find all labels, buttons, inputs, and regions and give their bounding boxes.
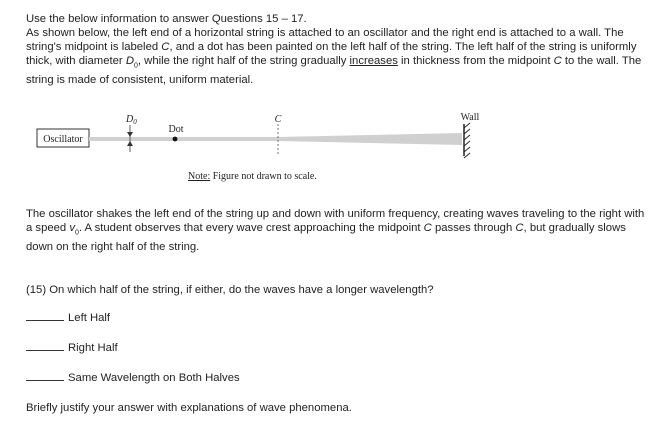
option-right-half[interactable] (26, 341, 118, 355)
string-figure (30, 108, 500, 190)
setup-text-3: , while the right half of the string gradually (137, 55, 350, 67)
speed-subscript: 0 (75, 229, 79, 237)
option-label: Left Half (68, 312, 111, 324)
speed-symbol: v (69, 222, 75, 234)
observation-paragraph (26, 207, 646, 254)
setup-text-4: in thickness from the midpoint (397, 55, 554, 67)
d0-label: $D_0$ (126, 114, 137, 126)
answer-blank[interactable] (26, 371, 64, 381)
answer-blank[interactable] (26, 341, 64, 351)
midpoint-label-4: C (515, 222, 524, 234)
setup-text-1: As shown below, the left end of a horizontal string is attached to an oscillator and the right end is attached to a wall. The string's midpoint is labeled (26, 27, 624, 53)
dot-label: Dot (168, 124, 184, 135)
string (89, 133, 462, 145)
d0-arrow-down (127, 132, 133, 137)
setup-text-5: to the wall. The string is made of consistent, uniform material. (26, 55, 642, 87)
setup-paragraph (26, 26, 650, 87)
option-left-half[interactable] (26, 311, 110, 325)
c-label: C (274, 114, 282, 125)
observation-text-1: The oscillator shakes the left end of the string up and down with uniform frequency, creating waves traveling to the right with a speed (26, 208, 645, 234)
answer-blank[interactable] (26, 311, 64, 321)
instruction-line: Use the below information to answer Questions 15 – 17. (26, 13, 307, 25)
observation-text-4: , but gradually slows down on the right half of the string. (26, 222, 626, 254)
setup-text-2: , and a dot has been painted on the left half of the string. The left half of the string is uniformly thick, with diameter (26, 41, 637, 67)
observation-text-2: . A student observes that every wave crest approaching the midpoint (78, 222, 424, 234)
justify-prompt: Briefly justify your answer with explanations of wave phenomena. (26, 402, 352, 414)
midpoint-label-3: C (423, 222, 432, 234)
underlined-word: increases (349, 55, 398, 67)
diameter-subscript: 0 (134, 62, 138, 70)
midpoint-label: C (161, 41, 170, 53)
figure-note: Note: Figure not drawn to scale. (188, 171, 317, 182)
painted-dot (173, 137, 178, 142)
midpoint-label-2: C (553, 55, 562, 67)
oscillator-label: Oscillator (43, 134, 83, 145)
wall-hatching (464, 123, 470, 158)
option-same-wavelength[interactable] (26, 371, 240, 385)
question-15: (15) On which half of the string, if either, do the waves have a longer wavelength? (26, 284, 434, 296)
observation-text-3: passes through (431, 222, 516, 234)
diameter-symbol: D (125, 55, 134, 67)
option-label: Right Half (68, 342, 118, 354)
option-label: Same Wavelength on Both Halves (68, 372, 240, 384)
d0-arrow-up (127, 141, 133, 146)
wall-label: Wall (460, 112, 480, 123)
